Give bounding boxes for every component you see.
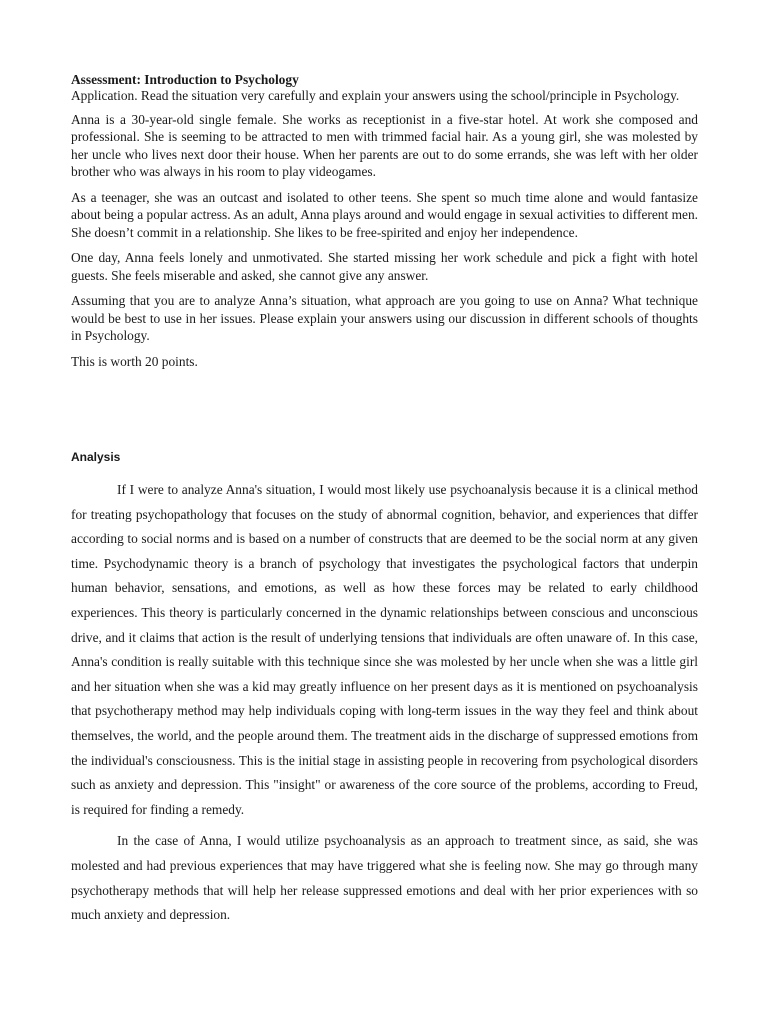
situation-paragraph: Anna is a 30-year-old single female. She works as receptionist in a five-star hotel. At work she composed and professional. She is seeming to be attracted to men with trimmed facial hair. As a young girl, she was molested by her uncle who lives next door their house. When her parents are out to do some errands, she was left with her older brother who was always in his room to play videogames. xyxy=(71,111,698,179)
document-page xyxy=(71,72,698,923)
analysis-section xyxy=(71,478,698,935)
document-title: Assessment: Introduction to Psychology xyxy=(71,72,299,87)
analysis-paragraph: In the case of Anna, I would utilize psychoanalysis as an approach to treatment since, as said, she was molested and had previous experiences that may have triggered what she is feeling now. She may go through many psychotherapy methods that will help her release suppressed emotions and deal with her prior experiences with so much anxiety and depression. xyxy=(71,833,698,923)
situation-paragraph: One day, Anna feels lonely and unmotivated. She started missing her work schedule and pick a fight with hotel guests. She feels miserable and asked, she cannot give any answer. xyxy=(71,250,698,283)
situation-paragraph: As a teenager, she was an outcast and isolated to other teens. She spent so much time alone and would fantasize about being a popular actress. As an adult, Anna plays around and would engage in sexual activities to different men. She doesn’t commit in a relationship. She likes to be free-spirited and enjoy her independence. xyxy=(71,189,698,240)
analysis-paragraph: If I were to analyze Anna's situation, I would most likely use psychoanalysis because it is a clinical method for treating psychopathology that focuses on the study of abnormal cognition, behavior, and experiences that differ according to social norms and is based on a number of constructs that are deemed to be the social norm at any given time. Psychodynamic theory is a branch of psychology that investigates the psychological factors that underpin human behavior, sensations, and emotions, as well as how these forces may be related to early childhood experiences. This theory is particularly concerned in the dynamic relationships between conscious and unconscious drive, and it claims that action is the result of underlying tensions that individuals are often unaware of. In this case, Anna's condition is really suitable with this technique since she was molested by her uncle when she was a little girl and her situation when she was a kid may greatly influence on her present days as it is mentioned on psychoanalysis that psychotherapy method may help individuals coping with long-term issues in the way they feel and think about themselves, the world, and the people around them. The treatment aids in the discharge of suppressed emotions from the individual's consciousness. This is the initial stage in assisting people in recovering from psychological disorders such as anxiety and depression. This "insight" or awareness of the core source of the problems, according to Freud, is required for finding a remedy. xyxy=(71,482,698,817)
instructions: Application. Read the situation very carefully and explain your answers using the school/principle in Psychology. xyxy=(71,88,680,103)
question-paragraph: Assuming that you are to analyze Anna’s situation, what approach are you going to use on Anna? What technique would be best to use in her issues. Please explain your answers using our discussion in different schools of thoughts in Psychology. xyxy=(71,293,698,343)
points-note: This is worth 20 points. xyxy=(71,353,198,369)
analysis-heading: Analysis xyxy=(71,450,121,464)
